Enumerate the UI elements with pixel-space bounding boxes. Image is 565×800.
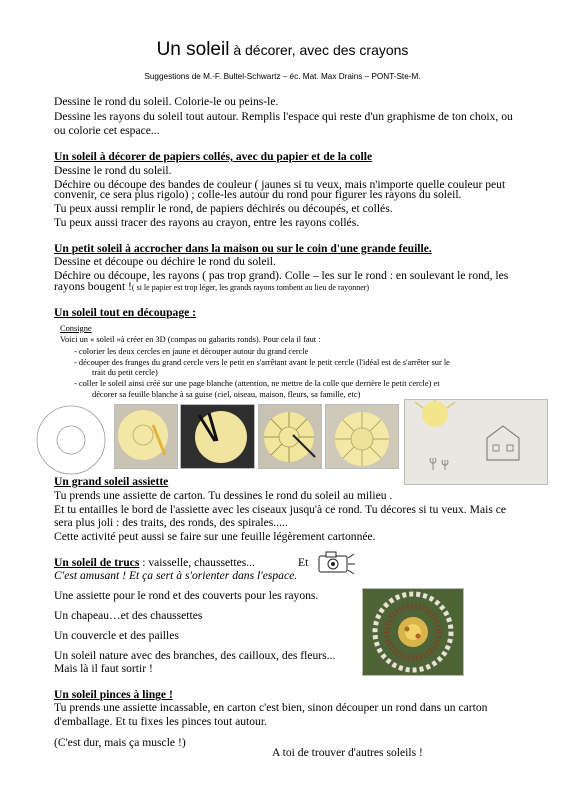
trucs-heading-rest: : vaisselle, chaussettes... bbox=[139, 556, 255, 569]
sun-circle-illustration bbox=[115, 405, 177, 468]
trucs-line: Une assiette pour le rond et des couverts pour les rayons. bbox=[54, 589, 319, 602]
trucs-italic: C'est amusant ! Et ça sert à s'orienter dans l'espace. bbox=[54, 569, 298, 582]
heading-papiers: Un soleil à décorer de papiers collés, avec du papier et de la colle bbox=[54, 150, 373, 163]
credits: Suggestions de M.-F. Bultel-Schwartz – éc. Mat. Max Drains – PONT-Ste-M. bbox=[144, 72, 421, 81]
photo-step-4 bbox=[325, 404, 399, 469]
papiers-line: Dessine le rond du soleil. bbox=[54, 164, 172, 177]
assiette-line: sera plus joli : des traits, des ronds, des spirales..... bbox=[54, 516, 288, 529]
trucs-line: Un couvercle et des pailles bbox=[54, 629, 179, 642]
intro-line-3: ou colorie cet espace... bbox=[54, 124, 160, 137]
pinces-line: d'emballage. Et tu fixes les pinces tout autour. bbox=[54, 715, 267, 728]
accrocher-line: Dessine et découpe ou déchire le rond du soleil. bbox=[54, 255, 276, 268]
decoupage-bullet: - coller le soleil ainsi créé sur une page blanche (attention, ne mettre de la colle que derrière le petit cercle) et bbox=[74, 379, 440, 388]
photo-final-drawing bbox=[404, 399, 548, 485]
circle-template-drawing bbox=[33, 404, 109, 476]
papiers-line: convenir, ce sera plus rigolo) ; colle-les autour du rond pour figurer les rayons du soleil. bbox=[54, 188, 462, 201]
accrocher-last-main: rayons bougent ! bbox=[54, 280, 132, 293]
photo-step-1 bbox=[114, 404, 178, 469]
fringed-sun-illustration bbox=[326, 405, 398, 468]
decoupage-bullet-cont: décorer sa feuille blanche à sa guise (ciel, oiseau, maison, fleurs, sa famille, etc) bbox=[92, 390, 361, 399]
page-title bbox=[0, 39, 565, 61]
fringed-circle-illustration bbox=[259, 405, 321, 468]
camera-icon bbox=[316, 548, 356, 576]
heading-trucs: Un soleil de trucs bbox=[54, 556, 140, 569]
title-main: Un soleil bbox=[156, 39, 230, 60]
accrocher-last-line bbox=[54, 280, 369, 296]
accrocher-note: ( si le papier est trop léger, les grands rayons tombent au lieu de rayonner) bbox=[131, 283, 370, 292]
decoupage-bullet: - colorier les deux cercles en jaune et découper autour du grand cercle bbox=[74, 347, 309, 356]
photo-step-2 bbox=[180, 404, 255, 469]
heading-decoupage: Un soleil tout en découpage : bbox=[54, 306, 197, 319]
decoupage-bullet: - découper des franges du grand cercle vers le petit en s'arrêtant avant le petit cercle (l'idéal est de s'arrêter sur le bbox=[74, 358, 450, 367]
photo-step-3 bbox=[258, 404, 322, 469]
heading-pinces: Un soleil pinces à linge ! bbox=[54, 688, 173, 701]
trucs-line: Un soleil nature avec des branches, des cailloux, des fleurs... bbox=[54, 649, 336, 662]
child-drawing-house-sun bbox=[405, 400, 547, 484]
accrocher-line: Déchire ou découpe, les rayons ( pas trop grand). Colle – les sur le rond : en soulevant le rond, les bbox=[54, 269, 509, 282]
assiette-line: Et tu entailles le bord de l'assiette avec les ciseaux jusqu'à ce rond. Tu décores si tu veux. Mais ce bbox=[54, 503, 507, 516]
intro-line-1: Dessine le rond du soleil. Colorie-le ou peins-le. bbox=[54, 95, 279, 108]
photo-nature-sun bbox=[362, 588, 464, 676]
pinces-muscle: (C'est dur, mais ça muscle !) bbox=[54, 736, 186, 749]
decoupage-intro: Voici un « soleil »à créer en 3D (compas ou gabarits ronds). Pour cela il faut : bbox=[60, 335, 321, 344]
trucs-et: Et bbox=[298, 556, 309, 569]
trucs-line: Un chapeau…et des chaussettes bbox=[54, 609, 203, 622]
nature-sun-illustration bbox=[363, 589, 463, 675]
intro-line-2: Dessine les rayons du soleil tout autour. Remplis l'espace qui reste d'un graphisme de ton choix, ou bbox=[54, 110, 513, 123]
pinces-line: Tu prends une assiette incassable, en carton c'est bien, sinon découper un rond dans un carton bbox=[54, 701, 488, 714]
papiers-line: Tu peux aussi remplir le rond, de papiers déchirés ou découpés, et collés. bbox=[54, 202, 393, 215]
decoupage-bullet-cont: trait du petit cercle) bbox=[92, 368, 158, 377]
assiette-line: Cette activité peut aussi se faire sur une feuille légèrement cartonnée. bbox=[54, 530, 376, 543]
heading-accrocher: Un petit soleil à accrocher dans la maison ou sur le coin d'une grande feuille. bbox=[54, 242, 432, 255]
closing-line: A toi de trouver d'autres soleils ! bbox=[272, 746, 423, 759]
papiers-line: Tu peux aussi tracer des rayons au crayon, entre les rayons collés. bbox=[54, 216, 360, 229]
papiers-line: Déchire ou découpe des bandes de couleur ( jaunes si tu veux, mais n'importe quelle couleur peut bbox=[54, 178, 506, 191]
assiette-line: Tu prends une assiette de carton. Tu dessines le rond du soleil au milieu . bbox=[54, 489, 393, 502]
title-rest: à décorer, avec des crayons bbox=[229, 42, 409, 58]
consigne-label: Consigne bbox=[60, 324, 92, 333]
heading-assiette: Un grand soleil assiette bbox=[54, 475, 169, 488]
trucs-line: Mais là il faut sortir ! bbox=[54, 662, 153, 675]
scissors-cut-illustration bbox=[181, 405, 254, 468]
